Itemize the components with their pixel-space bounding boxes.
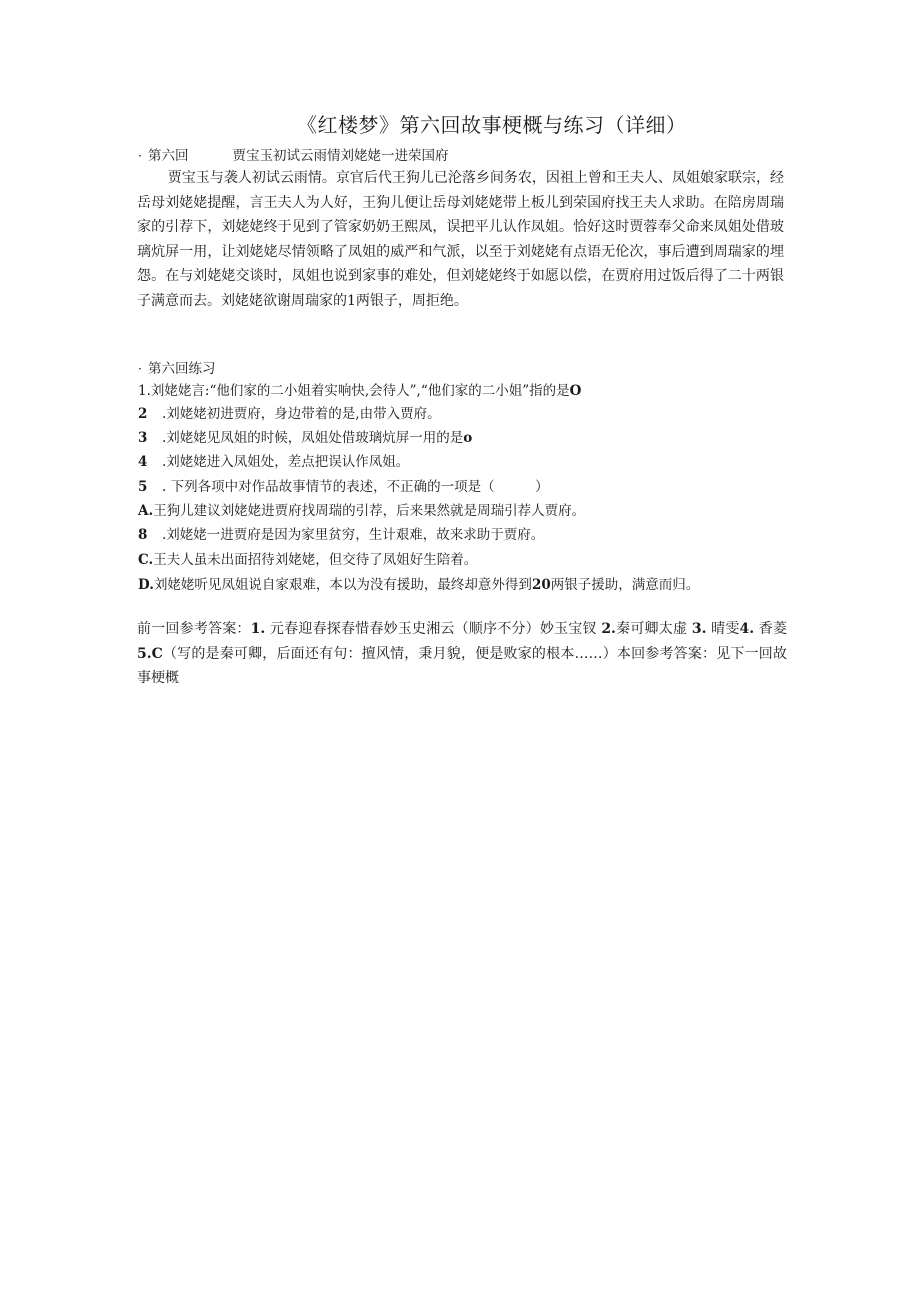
answer-number: 3. (691, 621, 707, 637)
option-text: 王夫人虽未出面招待刘姥姥，但交待了凤姐好生陪着。 (153, 552, 478, 568)
question-number: 3 (138, 430, 148, 446)
answer-text: 元春迎春探春惜春妙玉史湘云（顺序不分）妙玉宝钗 (265, 621, 602, 637)
chapter-title: 贾宝玉初试云雨情刘姥姥一进荣国府 (232, 148, 449, 164)
option-letter: D. (138, 577, 154, 593)
option-c (138, 550, 477, 570)
question-text: . 下列各项中对作品故事情节的表述，不正确的一项是（ ） (162, 479, 549, 495)
question-text: 刘姥姥言:“他们家的二小姐着实响快,会待人”,“他们家的二小姐”指的是 (150, 383, 570, 399)
chapter-heading (138, 146, 449, 166)
option-text: 王狗儿建议刘姥姥进贾府找周瑞的引荐，后来果然就是周瑞引荐人贾府。 (153, 503, 586, 519)
question-tail: o (463, 430, 473, 446)
answer-prefix: 前一回参考答案： (137, 621, 251, 637)
chapter-summary: 贾宝玉与袭人初试云雨情。京官后代王狗儿已沦落乡间务农，因祖上曾和王夫人、凤姐娘家联宗，经岳母刘姥姥提醒，言王夫人为人好，王狗儿便让岳母刘姥姥带上板儿到荣国府找王夫人求助。在陪房周瑞家的引荐下，刘姥姥终于见到了管家奶奶王熙凤，误把平儿认作凤姐。恰好这时贾蓉奉父命来凤姐处借玻璃炕屏一用，让刘姥姥尽情领略了凤姐的威严和气派，以至于刘姥姥有点语无伦次，事后遭到周瑞家的埋怨。在与刘姥姥交谈时，凤姐也说到家事的难处，但刘姥姥终于如愿以偿，在贾府用过饭后得了二十两银子满意而去。刘姥姥欲谢周瑞家的1两银子，周拒绝。 (137, 170, 784, 309)
option-letter: A. (138, 503, 154, 519)
question-3 (138, 428, 472, 448)
option-d (138, 575, 699, 595)
question-5 (138, 477, 549, 497)
option-text-end: 两银子援助，满意而归。 (550, 577, 700, 593)
question-text: .刘姥姥初进贾府，身边带着的是,由带入贾府。 (162, 406, 441, 422)
option-letter: C. (138, 552, 154, 568)
option-letter: 8 (138, 527, 148, 543)
question-text: .刘姥姥进入凤姐处，差点把误认作凤姐。 (162, 454, 410, 470)
question-number: 2 (138, 406, 148, 422)
answer-text: 香菱 (754, 621, 788, 637)
option-text: .刘姥姥一进贾府是因为家里贫穷，生计艰难，故来求助于贾府。 (162, 527, 545, 543)
question-text: .刘姥姥见凤姐的时候，凤姐处借玻璃炕屏一用的是 (162, 430, 464, 446)
answer-number: 2. (601, 621, 616, 637)
chapter-label: 第六回 (148, 148, 189, 164)
question-number: 1. (138, 383, 151, 399)
option-number: 20 (531, 577, 551, 593)
option-b (138, 525, 544, 545)
practice-label: 第六回练习 (148, 361, 216, 377)
answer-text: 晴雯 (706, 621, 740, 637)
question-tail: O (569, 383, 582, 399)
question-number: 4 (138, 454, 148, 470)
option-text: 刘姥姥听见凤姐说自家艰难，本以为没有援助，最终却意外得到 (153, 577, 532, 593)
answer-key (137, 617, 787, 691)
answer-number: 1. (250, 621, 266, 637)
question-2 (138, 404, 441, 424)
option-a (138, 501, 585, 521)
question-4 (138, 452, 409, 472)
answer-text: （写的是秦可卿，后面还有句：擅风情，秉月貌，便是败家的根本……）本回参考答案：见下一回故事梗概 (137, 645, 787, 686)
document-title: 《红楼梦》第六回故事梗概与练习（详细） (297, 113, 687, 137)
question-number: 5 (138, 479, 148, 495)
answer-number: 4. (739, 621, 755, 637)
bullet-marker: · (138, 149, 142, 163)
question-1 (138, 381, 581, 401)
answer-number: 5.C (137, 645, 163, 662)
practice-heading (138, 359, 216, 379)
bullet-marker: · (138, 362, 142, 376)
answer-text: 秦可卿太虚 (615, 621, 692, 637)
